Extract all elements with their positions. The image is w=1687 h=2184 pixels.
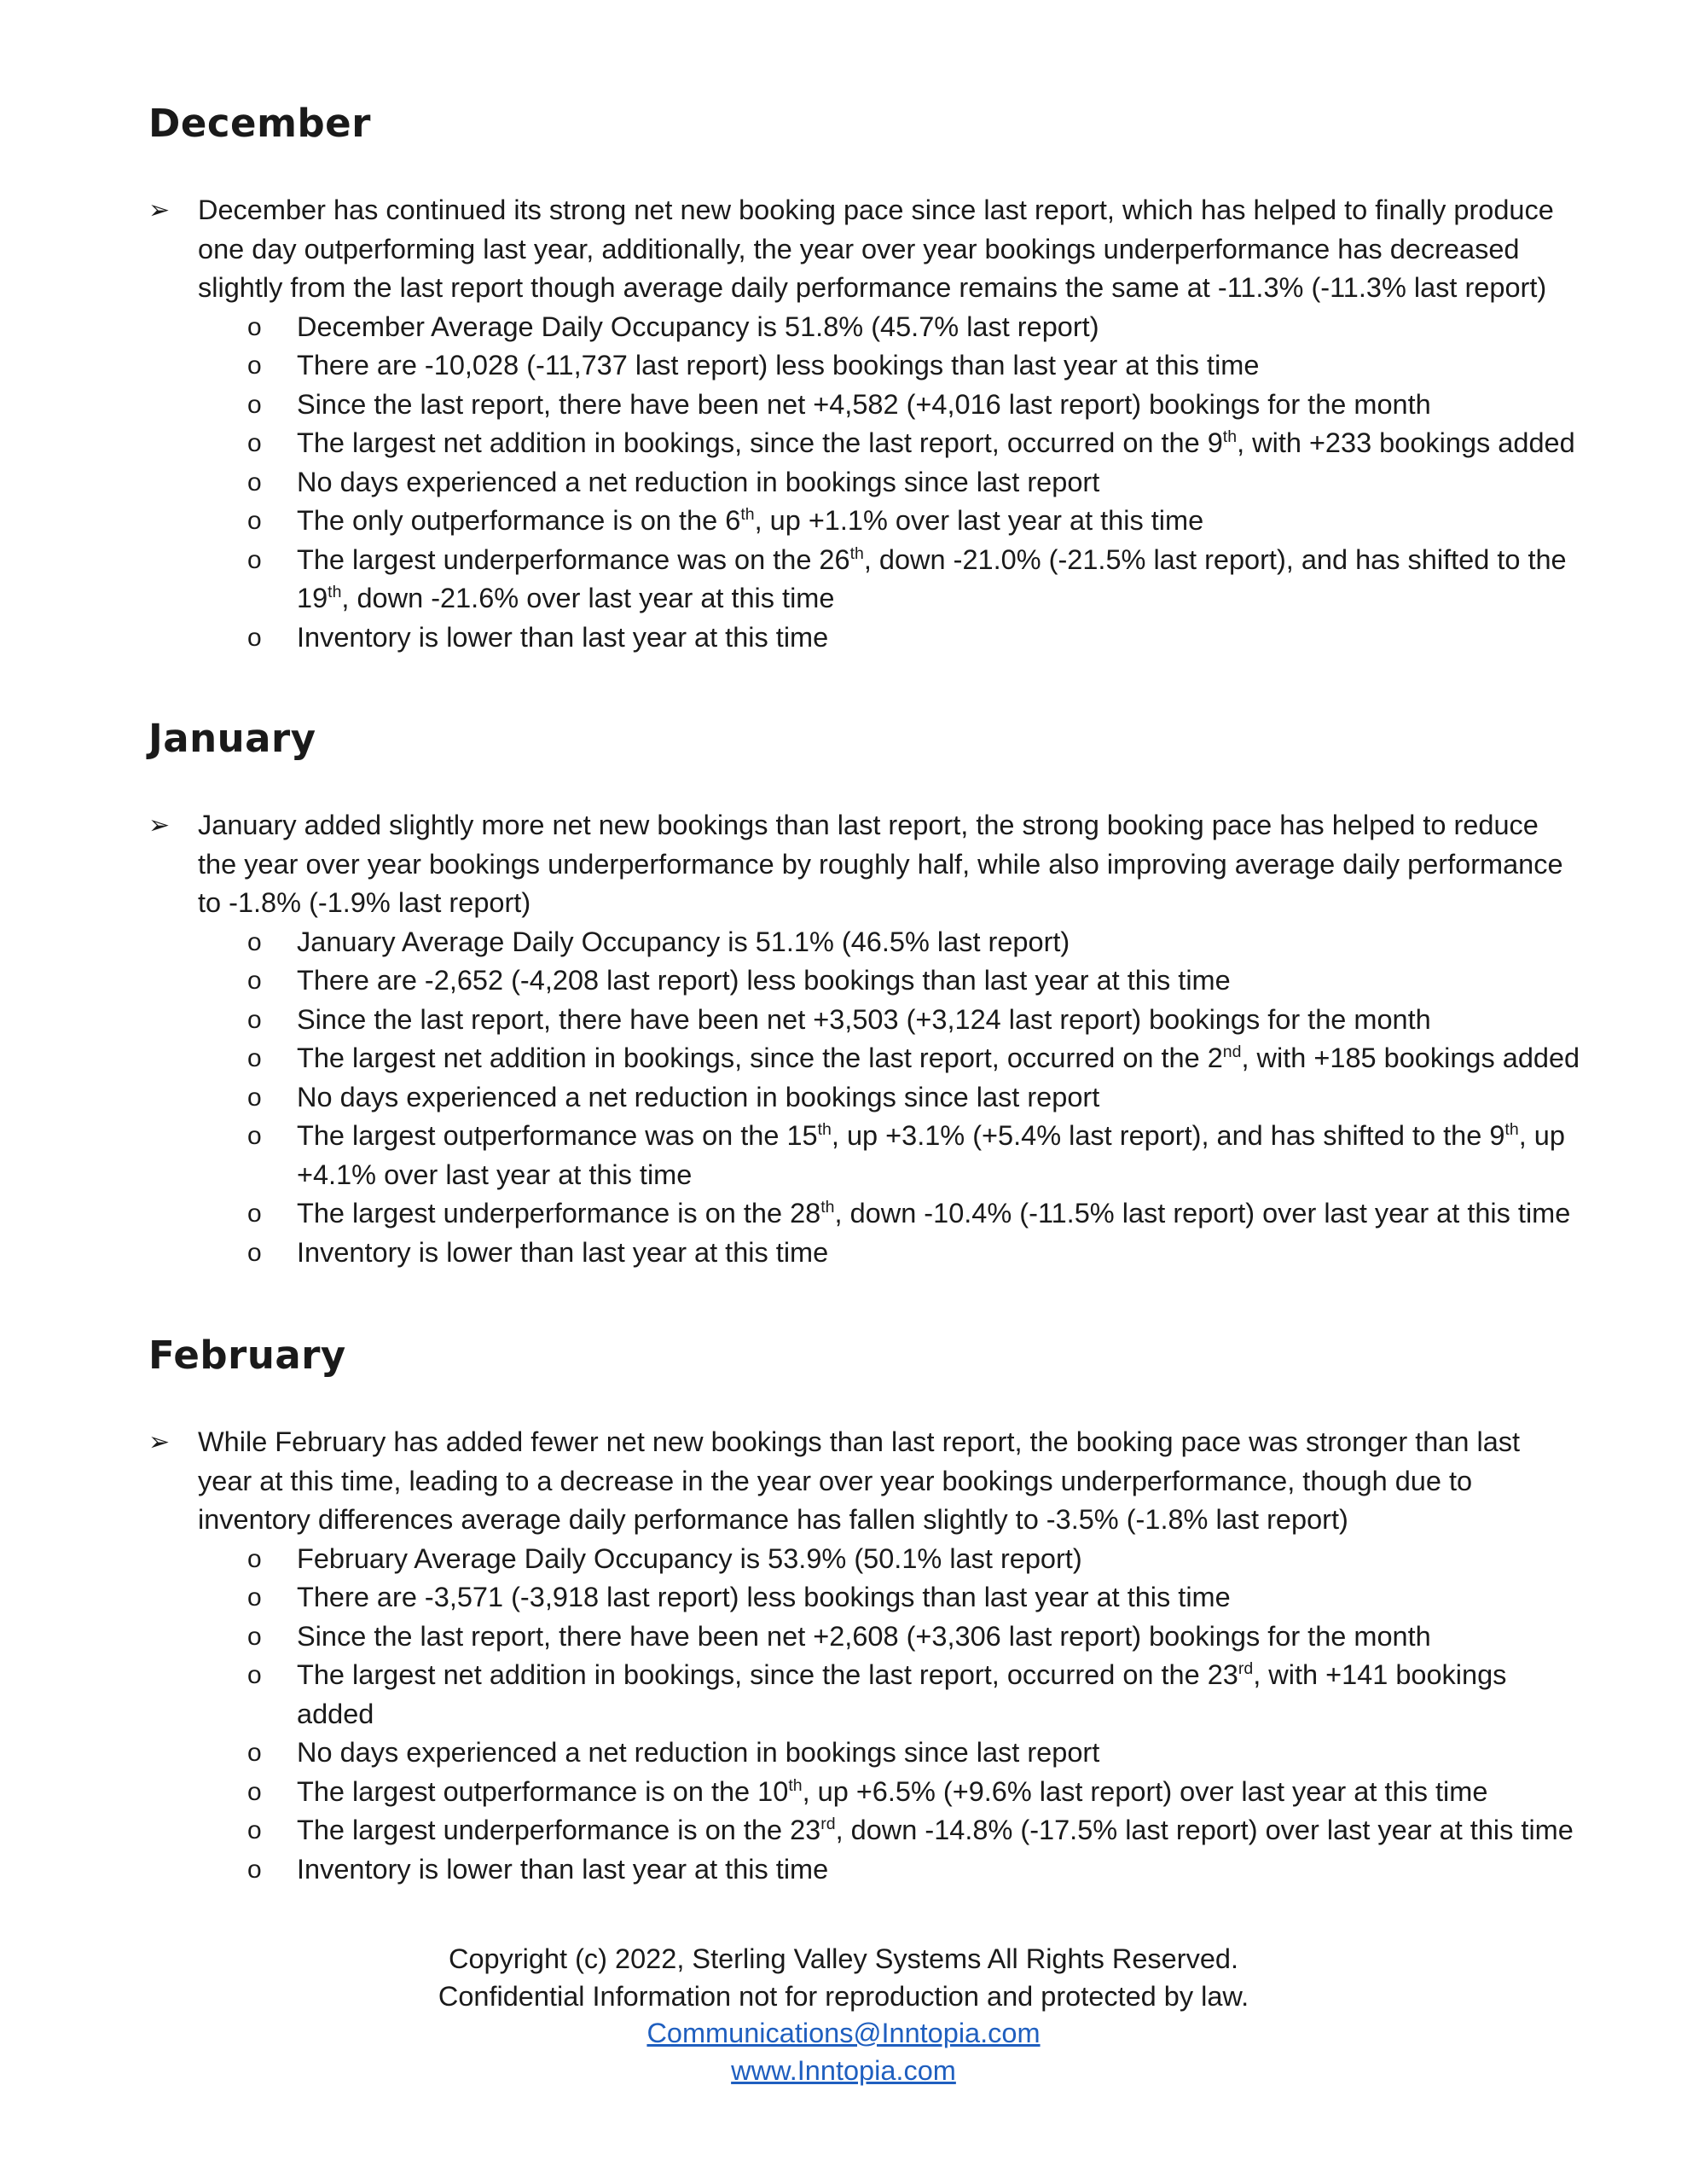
section-january xyxy=(148,715,1581,1272)
list-item: o The largest net addition in bookings, since the last report, occurred on the 2nd, with +185 bookings added xyxy=(148,1039,1581,1078)
circle-bullet-icon: o xyxy=(247,1083,262,1112)
list-item: o The largest net addition in bookings, since the last report, occurred on the 23rd, with +141 bookings added xyxy=(148,1656,1581,1734)
email-link[interactable]: Communications@Inntopia.com xyxy=(646,2018,1041,2048)
circle-bullet-icon: o xyxy=(247,545,262,574)
section-summary: ➢ December has continued its strong net new booking pace since last report, which has helped to finally produce one day outperforming last year, additionally, the year over year bookings underperformance has decreased slightly from the last report though average daily performance remains the same at -11.3% (-11.3% last report) xyxy=(148,191,1581,308)
website-link[interactable]: www.Inntopia.com xyxy=(731,2054,956,2086)
circle-bullet-icon: o xyxy=(247,507,262,535)
list-item: o No days experienced a net reduction in bookings since last report xyxy=(148,1078,1581,1118)
list-item: o The largest net addition in bookings, since the last report, occurred on the 9th, with +233 bookings added xyxy=(148,424,1581,463)
list-item: o The largest outperformance is on the 10th, up +6.5% (+9.6% last report) over last year at this time xyxy=(148,1773,1581,1812)
circle-bullet-icon: o xyxy=(247,623,262,652)
list-item: o There are -2,652 (-4,208 last report) less bookings than last year at this time xyxy=(148,961,1581,1001)
circle-bullet-icon: o xyxy=(247,1661,262,1689)
section-summary: ➢ While February has added fewer net new bookings than last report, the booking pace was stronger than last year at this time, leading to a decrease in the year over year bookings underperformance, though due to inventory differences average daily performance has fallen slightly to -3.5% (-1.8% last report) xyxy=(148,1423,1581,1540)
section-summary: ➢ January added slightly more net new bookings than last report, the strong booking pace has helped to reduce the year over year bookings underperformance by roughly half, while also improving average daily performance to -1.8% (-1.9% last report) xyxy=(148,806,1581,923)
arrow-bullet-icon: ➢ xyxy=(148,811,171,839)
list-item: o There are -10,028 (-11,737 last report) less bookings than last year at this time xyxy=(148,346,1581,386)
section-heading: February xyxy=(148,1333,346,1378)
list-item: o The largest underperformance was on the 26th, down -21.0% (-21.5% last report), and has shifted to the 19th, down -21.6% over last year at this time xyxy=(148,541,1581,619)
circle-bullet-icon: o xyxy=(247,927,262,956)
arrow-bullet-icon: ➢ xyxy=(148,1428,171,1456)
circle-bullet-icon: o xyxy=(247,390,262,419)
circle-bullet-icon: o xyxy=(247,468,262,497)
confidential-text: Confidential Information not for reproduction and protected by law. xyxy=(438,1980,1249,2012)
detail-list xyxy=(148,308,1581,658)
copyright-text: Copyright (c) 2022, Sterling Valley Systems All Rights Reserved. xyxy=(448,1943,1239,1974)
list-item: o Since the last report, there have been net +2,608 (+3,306 last report) bookings for the month xyxy=(148,1618,1581,1657)
circle-bullet-icon: o xyxy=(247,1544,262,1573)
arrow-bullet-icon: ➢ xyxy=(148,196,171,224)
list-item: o There are -3,571 (-3,918 last report) less bookings than last year at this time xyxy=(148,1578,1581,1618)
circle-bullet-icon: o xyxy=(247,351,262,380)
list-item: o The largest underperformance is on the 28th, down -10.4% (-11.5% last report) over last year at this time xyxy=(148,1194,1581,1234)
circle-bullet-icon: o xyxy=(247,312,262,341)
circle-bullet-icon: o xyxy=(247,1739,262,1767)
circle-bullet-icon: o xyxy=(247,429,262,457)
section-heading: December xyxy=(148,101,371,146)
detail-list xyxy=(148,923,1581,1273)
circle-bullet-icon: o xyxy=(247,1622,262,1651)
list-item: o The only outperformance is on the 6th, up +1.1% over last year at this time xyxy=(148,502,1581,541)
detail-list xyxy=(148,1540,1581,1890)
list-item: o January Average Daily Occupancy is 51.1% (46.5% last report) xyxy=(148,923,1581,962)
page-footer xyxy=(0,1941,1687,2089)
list-item: o No days experienced a net reduction in bookings since last report xyxy=(148,1734,1581,1773)
list-item: o February Average Daily Occupancy is 53.9% (50.1% last report) xyxy=(148,1540,1581,1579)
section-heading: January xyxy=(148,716,316,761)
circle-bullet-icon: o xyxy=(247,1122,262,1150)
section-february xyxy=(148,1332,1581,1889)
circle-bullet-icon: o xyxy=(247,1583,262,1612)
circle-bullet-icon: o xyxy=(247,1816,262,1844)
circle-bullet-icon: o xyxy=(247,1777,262,1806)
list-item: o Since the last report, there have been net +3,503 (+3,124 last report) bookings for the month xyxy=(148,1001,1581,1040)
list-item: o Inventory is lower than last year at this time xyxy=(148,619,1581,658)
list-item: o The largest outperformance was on the 15th, up +3.1% (+5.4% last report), and has shifted to the 9th, up +4.1% over last year at this time xyxy=(148,1117,1581,1194)
list-item: o December Average Daily Occupancy is 51.8% (45.7% last report) xyxy=(148,308,1581,347)
circle-bullet-icon: o xyxy=(247,1199,262,1228)
circle-bullet-icon: o xyxy=(247,967,262,995)
list-item: o The largest underperformance is on the 23rd, down -14.8% (-17.5% last report) over last year at this time xyxy=(148,1811,1581,1850)
section-december xyxy=(148,100,1581,657)
list-item: o No days experienced a net reduction in bookings since last report xyxy=(148,463,1581,502)
circle-bullet-icon: o xyxy=(247,1044,262,1072)
list-item: o Inventory is lower than last year at this time xyxy=(148,1850,1581,1890)
circle-bullet-icon: o xyxy=(247,1005,262,1034)
circle-bullet-icon: o xyxy=(247,1238,262,1267)
list-item: o Inventory is lower than last year at this time xyxy=(148,1234,1581,1273)
list-item: o Since the last report, there have been net +4,582 (+4,016 last report) bookings for the month xyxy=(148,386,1581,425)
circle-bullet-icon: o xyxy=(247,1855,262,1884)
